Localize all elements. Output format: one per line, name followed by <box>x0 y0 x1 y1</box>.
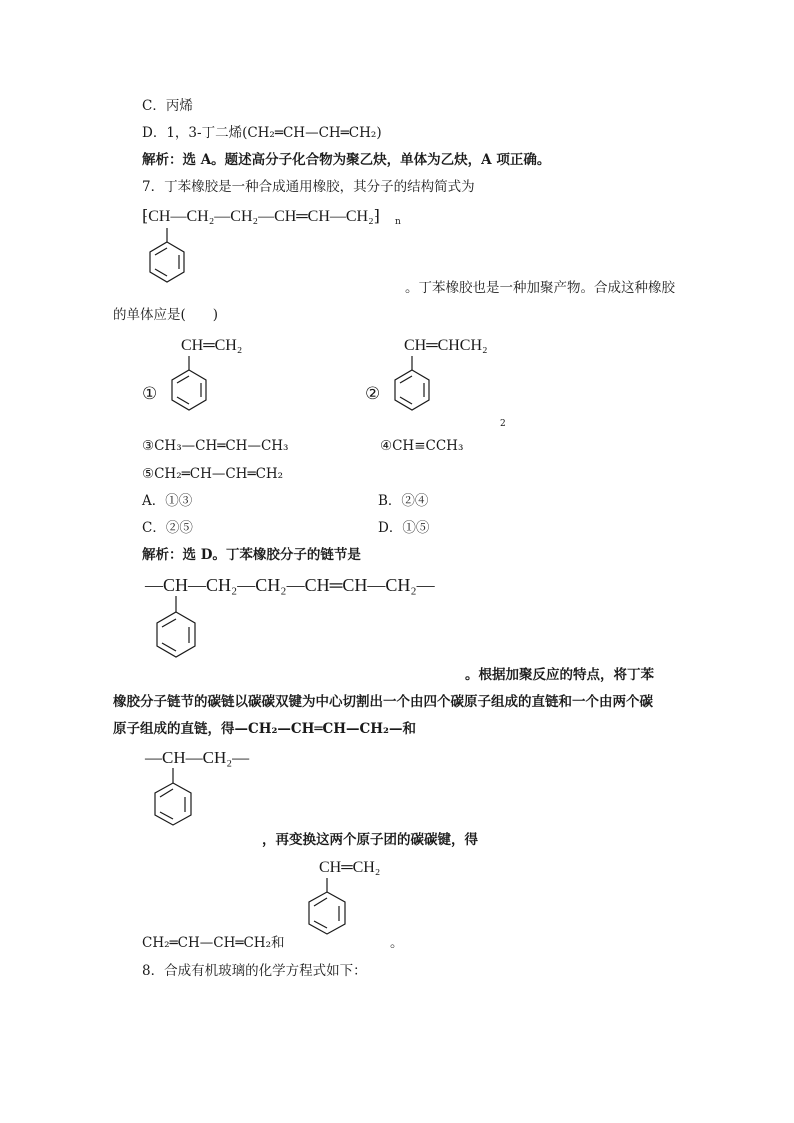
monomer-1-number: ① <box>142 384 158 404</box>
analysis-q7-p1: 。根据加聚反应的特点，将丁苯 <box>465 667 654 683</box>
benzene-ring-icon <box>148 596 204 668</box>
analysis-q7-p3: 原子组成的直链，得—CH₂—CH═CH—CH₂—和 <box>113 721 416 737</box>
styrene-formula: CH═CH₂ <box>319 859 381 876</box>
monomer-2-formula: CH═CHCH₂ <box>404 337 488 354</box>
stray-subscript: 2 <box>500 419 506 429</box>
monomer-4: ④CH≡CCH₃ <box>380 438 464 454</box>
analysis-q7-start: 解析：选 D。丁苯橡胶分子的链节是 <box>142 547 361 563</box>
analysis-q7-p4: ，再变换这两个原子团的碳碳键，得 <box>262 832 478 848</box>
q8-stem: 8．合成有机玻璃的化学方程式如下： <box>142 963 367 979</box>
option-d-prev: D．1，3-丁二烯(CH₂═CH—CH═CH₂) <box>142 125 382 141</box>
benzene-ring-icon <box>148 768 198 836</box>
option-c: C．②⑤ <box>142 520 193 536</box>
monomer-3: ③CH₃—CH═CH—CH₃ <box>142 438 289 454</box>
analysis-q6: 解析：选 A。题述高分子化合物为聚乙炔，单体为乙炔，A 项正确。 <box>142 152 551 168</box>
benzene-ring-icon <box>386 356 436 420</box>
analysis-q7-p2: 橡胶分子链节的碳链以碳碳双键为中心切割出一个由四个碳原子组成的直链和一个由两个碳 <box>113 694 653 710</box>
q7-stem: 7．丁苯橡胶是一种合成通用橡胶，其分子的结构简式为 <box>142 179 475 195</box>
q7-stem-end: 的单体应是( ) <box>113 307 219 323</box>
q7-stem-cont: 。丁苯橡胶也是一种加聚产物。合成这种橡胶 <box>405 280 675 296</box>
final-line: CH₂═CH—CH═CH₂和 <box>142 935 285 951</box>
monomer-1-formula: CH═CH₂ <box>181 337 243 354</box>
chain-unit-formula: —CH—CH₂—CH₂—CH═CH—CH₂— <box>145 575 435 595</box>
benzene-ring-icon <box>302 878 352 944</box>
q7-rubber-n: n <box>395 217 401 227</box>
option-c-prev: C．丙烯 <box>142 98 193 114</box>
option-b: B．②④ <box>378 493 429 509</box>
final-period: 。 <box>390 935 404 951</box>
option-d: D．①⑤ <box>378 520 430 536</box>
benzene-ring-icon <box>163 356 213 420</box>
monomer-5: ⑤CH₂═CH—CH═CH₂ <box>142 466 284 482</box>
fragment-formula: —CH—CH₂— <box>145 748 250 767</box>
q7-rubber-formula: ⁅CH—CH₂—CH₂—CH═CH—CH₂⁆ <box>142 208 380 225</box>
option-a: A．①③ <box>142 493 193 509</box>
benzene-ring-icon <box>140 228 190 290</box>
monomer-2-number: ② <box>365 384 381 404</box>
